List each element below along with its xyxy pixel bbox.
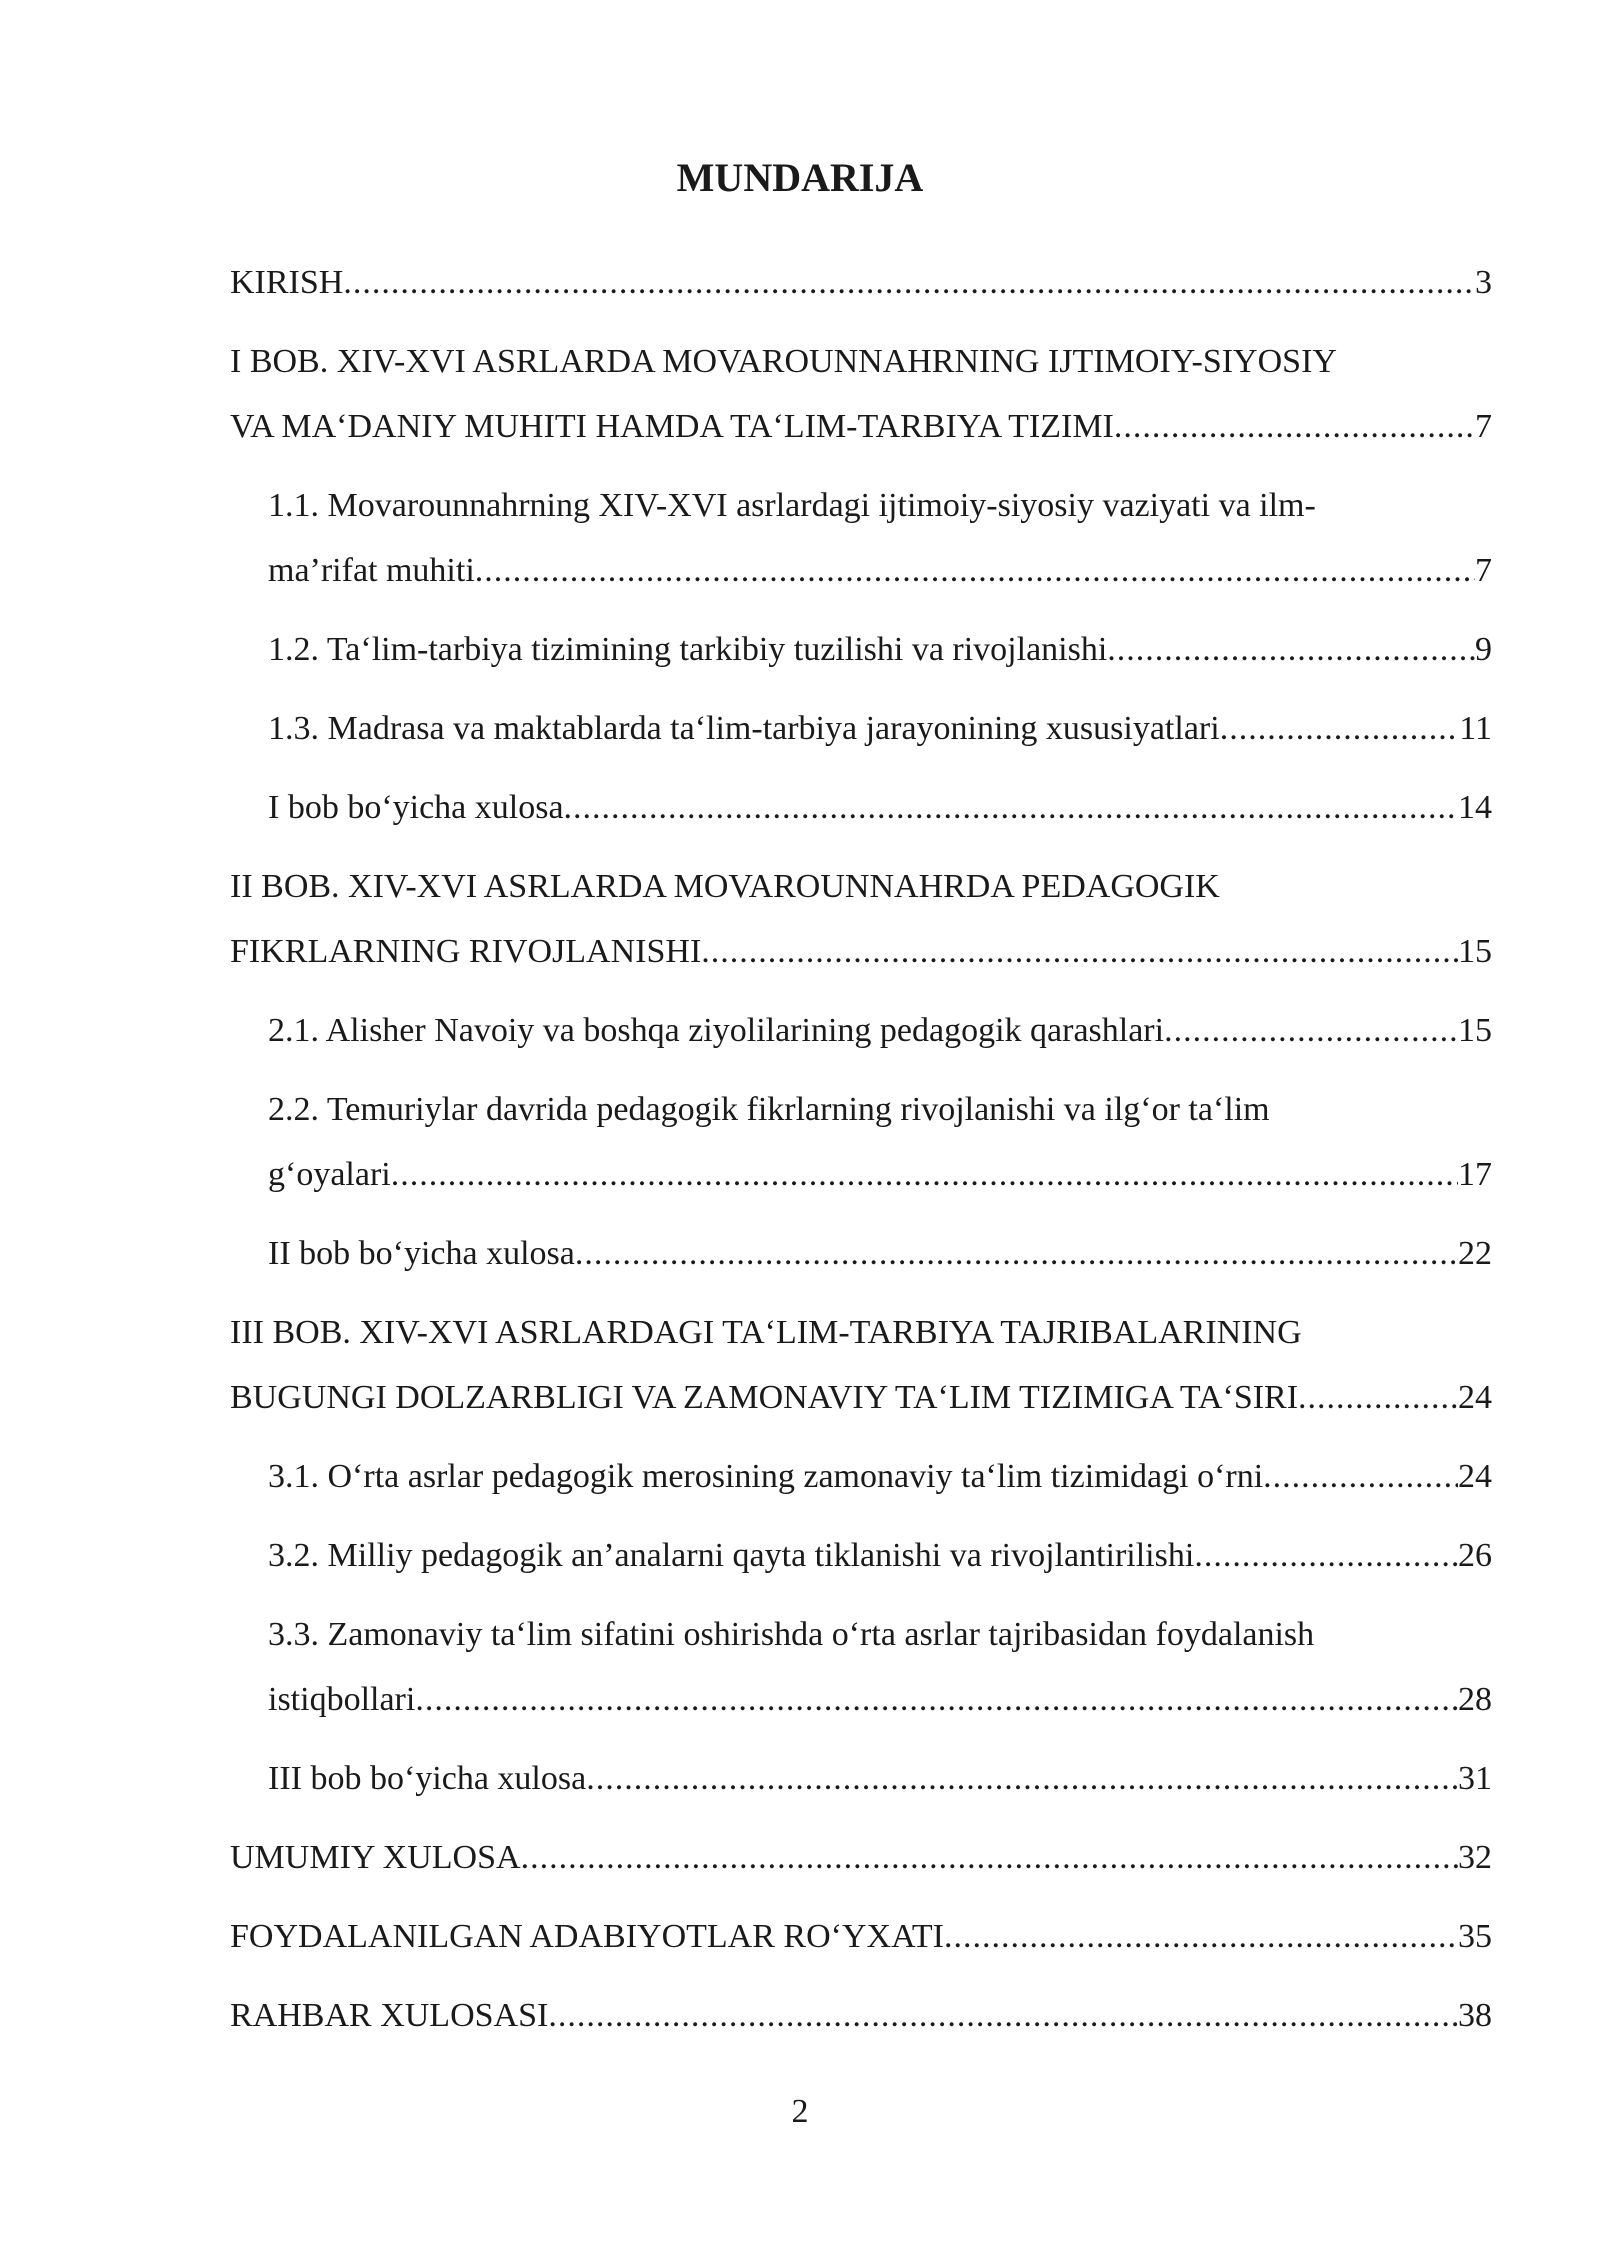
- toc-entry-title: 1.3. Madrasa va maktablarda ta‘lim-tarbiya jarayonining xususiyatlari: [268, 710, 1220, 747]
- toc-entry-title: VA MA‘DANIY MUHITI HAMDA TA‘LIM-TARBIYA TIZIMI: [230, 408, 1114, 445]
- toc-entry-leader-line: [268, 1142, 1492, 1207]
- dot-leader: [586, 1746, 1458, 1811]
- toc-page-number: 38: [1458, 1997, 1492, 2034]
- toc-subentry[interactable]: [230, 617, 1492, 682]
- toc-entry-leader-line: [268, 1444, 1492, 1509]
- toc-entry-leader-line: [268, 1746, 1492, 1811]
- toc-entry-title: 2.1. Alisher Navoiy va boshqa ziyolilarining pedagogik qarashlari: [268, 1012, 1165, 1049]
- toc-page-number: 31: [1458, 1760, 1492, 1797]
- toc-page-number: 35: [1458, 1918, 1492, 1955]
- toc-page-number: 14: [1458, 789, 1492, 826]
- toc-entry-text-line: 2.2. Temuriylar davrida pedagogik fikrlarning rivojlanishi va ilg‘or ta‘lim: [268, 1091, 1270, 1128]
- dot-leader: [1220, 696, 1460, 761]
- dot-leader: [1107, 617, 1475, 682]
- dot-leader: [1164, 998, 1458, 1063]
- dot-leader: [415, 1667, 1458, 1732]
- toc-page-number: 22: [1458, 1235, 1492, 1272]
- toc-entry-text-line: I BOB. XIV-XVI ASRLARDA MOVAROUNNAHRNING IJTIMOIY-SIYOSIY: [230, 343, 1337, 380]
- toc-entry-title: 3.1. O‘rta asrlar pedagogik merosining zamonaviy ta‘lim tizimidagi o‘rni: [268, 1458, 1264, 1495]
- toc-entry-text-line: 3.3. Zamonaviy ta‘lim sifatini oshirishda o‘rta asrlar tajribasidan foydalanish: [268, 1616, 1315, 1653]
- dot-leader: [1114, 394, 1475, 459]
- toc-entry-title: III bob bo‘yicha xulosa: [268, 1760, 587, 1797]
- toc-page-number: 3: [1475, 264, 1492, 301]
- toc-entry-leader-line: [268, 696, 1492, 761]
- toc-entry-title: istiqbollari: [268, 1681, 416, 1718]
- toc-page-number: 11: [1459, 710, 1492, 747]
- toc-subentry[interactable]: [230, 1077, 1492, 1207]
- toc-page-number: 17: [1458, 1156, 1492, 1193]
- toc-entry-leader-line: [230, 250, 1492, 315]
- toc-page-number: 7: [1475, 408, 1492, 445]
- toc-entry-title: UMUMIY XULOSA: [230, 1839, 521, 1876]
- dot-leader: [343, 250, 1475, 315]
- toc-entry-title: KIRISH: [230, 264, 344, 301]
- toc-entry-leader-line: [268, 1523, 1492, 1588]
- toc-page-number: 24: [1458, 1379, 1492, 1416]
- dot-leader: [475, 538, 1475, 603]
- page-number: 2: [791, 2093, 809, 2130]
- toc-entry[interactable]: [230, 1825, 1492, 1890]
- toc-entry-leader-line: [230, 1825, 1492, 1890]
- toc-page-number: 7: [1475, 552, 1492, 589]
- toc-entry-title: 1.2. Ta‘lim-tarbiya tizimining tarkibiy tuzilishi va rivojlanishi: [268, 631, 1108, 668]
- toc-entry-title: II bob bo‘yicha xulosa: [268, 1235, 575, 1272]
- toc-entry-leader-line: [230, 394, 1492, 459]
- toc-subentry[interactable]: [230, 1221, 1492, 1286]
- toc-entry[interactable]: [230, 854, 1492, 984]
- toc-subentry[interactable]: [230, 1444, 1492, 1509]
- toc-entry-leader-line: [230, 1983, 1492, 2048]
- dot-leader: [1263, 1444, 1458, 1509]
- dot-leader: [575, 1221, 1458, 1286]
- toc-subentry[interactable]: [230, 1746, 1492, 1811]
- toc-entry-leader-line: [268, 998, 1492, 1063]
- dot-leader: [564, 775, 1458, 840]
- toc-page-number: 9: [1475, 631, 1492, 668]
- toc-subentry[interactable]: [230, 1602, 1492, 1732]
- toc-page-number: 32: [1458, 1839, 1492, 1876]
- page-title: MUNDARIJA: [676, 155, 924, 200]
- toc-entry-text-line: II BOB. XIV-XVI ASRLARDA MOVAROUNNAHRDA PEDAGOGIK: [230, 868, 1220, 905]
- toc-entry-leader-line: [230, 1904, 1492, 1969]
- dot-leader: [944, 1904, 1458, 1969]
- dot-leader: [1194, 1523, 1458, 1588]
- toc-entry-title: FIKRLARNING RIVOJLANISHI: [230, 933, 702, 970]
- toc-entry-title: I bob bo‘yicha xulosa: [268, 789, 564, 826]
- toc-entry-leader-line: [230, 919, 1492, 984]
- toc-entry-title: ma’rifat muhiti: [268, 552, 475, 589]
- toc-entry[interactable]: [230, 250, 1492, 315]
- toc-subentry[interactable]: [230, 1523, 1492, 1588]
- toc-page-number: 24: [1458, 1458, 1492, 1495]
- toc-entry-title: RAHBAR XULOSASI: [230, 1997, 549, 2034]
- toc-entry-title: 3.2. Milliy pedagogik an’analarni qayta tiklanishi va rivojlantirilishi: [268, 1537, 1195, 1574]
- toc-entry-leader-line: [268, 775, 1492, 840]
- dot-leader: [521, 1825, 1458, 1890]
- dot-leader: [1298, 1365, 1458, 1430]
- toc-entry[interactable]: [230, 1904, 1492, 1969]
- toc-entry-title: FOYDALANILGAN ADABIYOTLAR RO‘YXATI: [230, 1918, 944, 1955]
- toc-entry-leader-line: [268, 1221, 1492, 1286]
- table-of-contents: [230, 250, 1492, 2062]
- toc-page-number: 15: [1458, 933, 1492, 970]
- toc-subentry[interactable]: [230, 696, 1492, 761]
- toc-subentry[interactable]: [230, 473, 1492, 603]
- toc-subentry[interactable]: [230, 998, 1492, 1063]
- toc-entry-title: BUGUNGI DOLZARBLIGI VA ZAMONAVIY TA‘LIM TIZIMIGA TA‘SIRI: [230, 1379, 1299, 1416]
- toc-entry-title: g‘oyalari: [268, 1156, 391, 1193]
- toc-entry[interactable]: [230, 329, 1492, 459]
- toc-entry[interactable]: [230, 1300, 1492, 1430]
- toc-page-number: 28: [1458, 1681, 1492, 1718]
- dot-leader: [701, 919, 1458, 984]
- toc-page-number: 26: [1458, 1537, 1492, 1574]
- toc-entry-leader-line: [268, 538, 1492, 603]
- toc-entry-text-line: III BOB. XIV-XVI ASRLARDAGI TA‘LIM-TARBIYA TAJRIBALARINING: [230, 1314, 1302, 1351]
- toc-entry-leader-line: [268, 617, 1492, 682]
- toc-subentry[interactable]: [230, 775, 1492, 840]
- dot-leader: [391, 1142, 1458, 1207]
- toc-entry-leader-line: [268, 1667, 1492, 1732]
- toc-page-number: 15: [1458, 1012, 1492, 1049]
- toc-entry-text-line: 1.1. Movarounnahrning XIV-XVI asrlardagi ijtimoiy-siyosiy vaziyati va ilm-: [268, 487, 1316, 524]
- dot-leader: [548, 1983, 1458, 2048]
- toc-entry[interactable]: [230, 1983, 1492, 2048]
- toc-entry-leader-line: [230, 1365, 1492, 1430]
